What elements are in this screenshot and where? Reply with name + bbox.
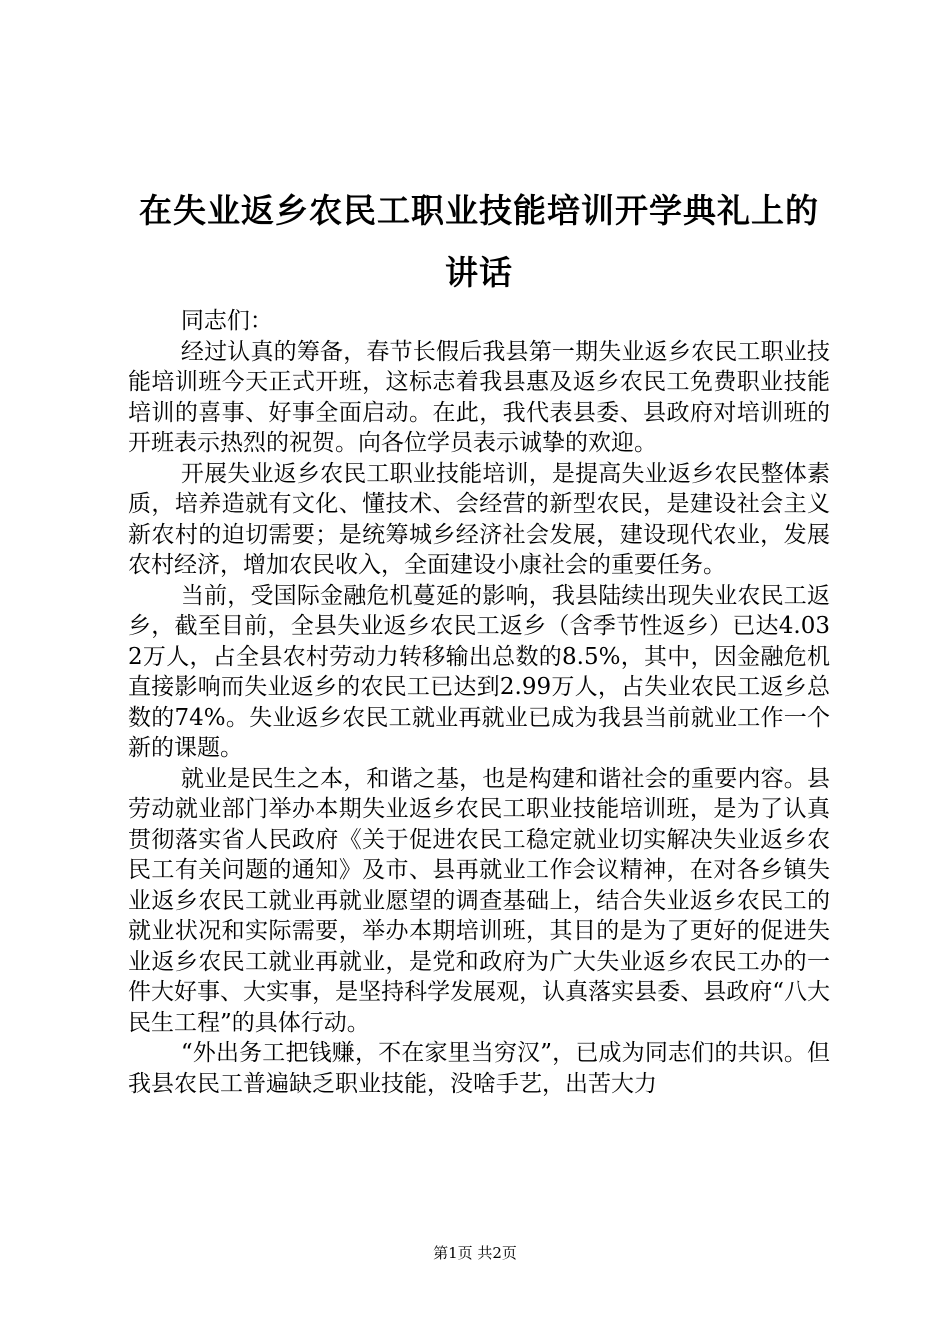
page-footer: 第1页 共2页 [433,1244,517,1262]
salutation: 同志们： [180,308,273,334]
page-title: 在失业返乡农民工职业技能培训开学典礼上的讲话 [139,191,819,292]
paragraph-5: “外出务工把钱赚，不在家里当穷汉”，已成为同志们的共识。但我县农民工普遍缺乏职业技能，没啥手艺，出苦大力 [128,1040,830,1097]
document-body [128,306,830,1099]
paragraph-2: 开展失业返乡农民工职业技能培训，是提高失业返乡农民整体素质，培养造就有文化、懂技术、会经营的新型农民，是建设社会主义新农村的迫切需要；是统筹城乡经济社会发展，建设现代农业，发展农村经济，增加农民收入，全面建设小康社会的重要任务。 [128,460,830,578]
document-page [128,0,830,1099]
paragraph-3: 当前，受国际金融危机蔓延的影响，我县陆续出现失业农民工返乡，截至目前，全县失业返乡农民工返乡（含季节性返乡）已达4.032万人，占全县农村劳动力转移输出总数的8.5%，其中，因金融危机直接影响而失业返乡的农民工已达到2.99万人，占失业农民工返乡总数的74%。失业返乡农民工就业再就业已成为我县当前就业工作一个新的课题。 [128,582,830,761]
paragraph-4: 就业是民生之本，和谐之基，也是构建和谐社会的重要内容。县劳动就业部门举办本期失业返乡农民工职业技能培训班，是为了认真贯彻落实省人民政府《关于促进农民工稳定就业切实解决失业返乡农民工有关问题的通知》及市、县再就业工作会议精神，在对各乡镇失业返乡农民工就业再就业愿望的调查基础上，结合失业返乡农民工的就业状况和实际需要，举办本期培训班，其目的是为了更好的促进失业返乡农民工就业再就业，是党和政府为广大失业返乡农民工办的一件大好事、大实事，是坚持科学发展观，认真落实县委、县政府“八大民生工程”的具体行动。 [128,765,830,1036]
paragraph-1: 经过认真的筹备，春节长假后我县第一期失业返乡农民工职业技能培训班今天正式开班，这标志着我县惠及返乡农民工免费职业技能培训的喜事、好事全面启动。在此，我代表县委、县政府对培训班的开班表示热烈的祝贺。向各位学员表示诚挚的欢迎。 [128,338,830,456]
